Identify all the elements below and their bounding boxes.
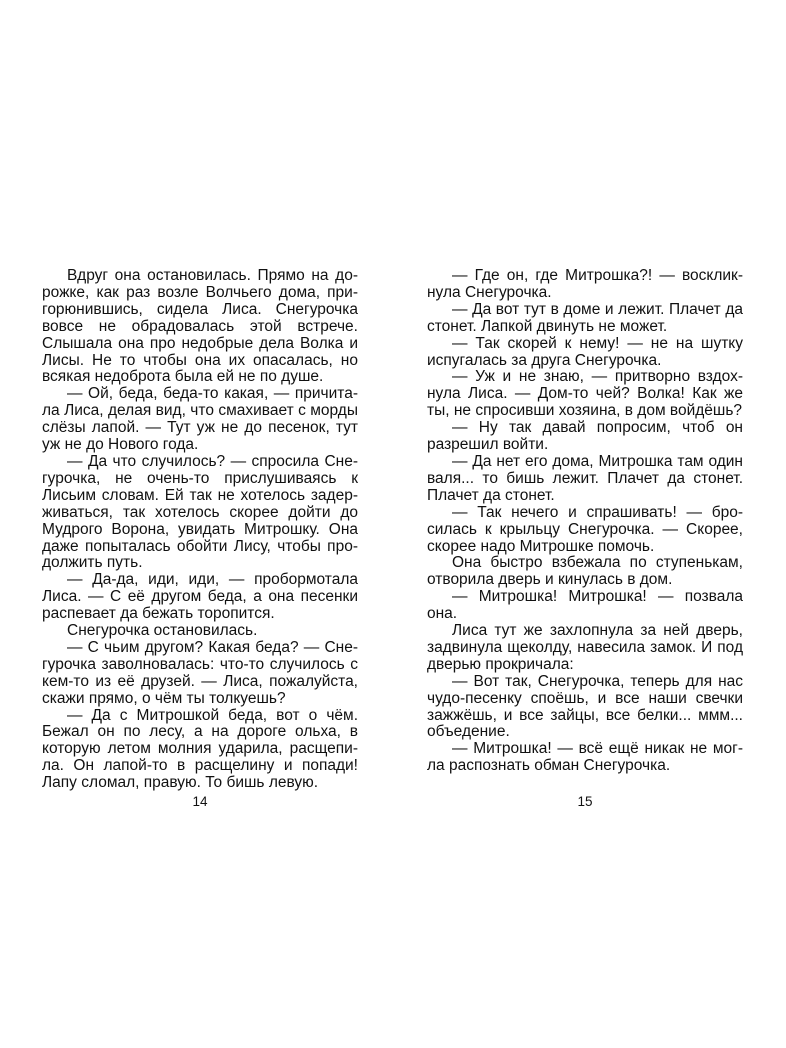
right-paragraph-5: — Ну так давай попросим, чтоб он разрешил войти. xyxy=(427,419,743,454)
right-paragraph-12: — Митрошка! — всё ещё никак не могла распознать обман Снегурочка. xyxy=(427,740,743,775)
left-page-text xyxy=(42,268,358,792)
left-paragraph-1: Вдруг она остановилась. Прямо на дорожке, как раз возле Волчьего дома, пригорюнившись, сидела Лиса. Снегурочка вовсе не обрадовалась этой встрече. Слышала она про недобрые дела Волка и Лисы. Не то чтобы она их опасалась, но всякая недоброта была ей не по душе. xyxy=(42,267,358,386)
right-paragraph-2: — Да вот тут в доме и лежит. Плачет да стонет. Лапкой двинуть не может. xyxy=(427,300,743,335)
left-paragraph-4: — Да-да, иди, иди, — пробормотала Лиса. — С её другом беда, а она песенки распевает да бежать торопится. xyxy=(42,571,358,623)
left-paragraph-7: — Да с Митрошкой беда, вот о чём. Бежал он по лесу, а на дороге ольха, в которую летом молния ударила, расщепила. Он лапой-то в расщелину и попади! Лапу сломал, правую. То бишь левую. xyxy=(42,706,358,792)
right-paragraph-10: Лиса тут же захлопнула за ней дверь, задвинула щеколду, навесила замок. И под дверью прокричала: xyxy=(427,622,743,673)
right-page-text xyxy=(427,268,743,775)
right-paragraph-3: — Так скорей к нему! — не на шутку испугалась за друга Снегурочка. xyxy=(427,334,743,369)
right-paragraph-4: — Уж и не знаю, — притворно вздохнула Лиса. — Дом-то чей? Волка! Как же ты, не спросивши хозяина, в дом войдёшь? xyxy=(427,368,743,420)
left-paragraph-2: — Ой, беда, беда-то какая, — причитала Лиса, делая вид, что смахивает с морды слёзы лапой. — Тут уж не до песенок, тут уж не до Нового года. xyxy=(42,385,358,454)
left-paragraph-3: — Да что случилось? — спросила Снегурочка, не очень-то прислушиваясь к Лисьим словам. Ей так не хотелось задерживаться, так хотелось скорее дойти до Мудрого Ворона, увидать Митрошку. Она даже попыталась обойти Лису, чтобы продолжить путь. xyxy=(42,452,358,572)
right-paragraph-11: — Вот так, Снегурочка, теперь для нас чудо-песенку споёшь, и все наши свечки зажжёшь, и все зайцы, все белки... ммм... объедение. xyxy=(427,672,743,741)
right-paragraph-9: — Митрошка! Митрошка! — позвала она. xyxy=(427,588,743,623)
right-paragraph-6: — Да нет его дома, Митрошка там один валя... то бишь лежит. Плачет да стонет. Плачет да стонет. xyxy=(427,452,743,504)
left-paragraph-6: — С чьим другом? Какая беда? — Снегурочка заволновалась: что-то случилось с кем-то из её друзей. — Лиса, пожалуйста, скажи прямо, о чём ты толкуешь? xyxy=(42,638,358,707)
page-number-left: 14 xyxy=(192,794,208,809)
right-paragraph-8: Она быстро взбежала по ступенькам, отворила дверь и кинулась в дом. xyxy=(427,554,743,589)
left-paragraph-5: Снегурочка остановилась. xyxy=(67,622,258,640)
right-paragraph-1: — Где он, где Митрошка?! — воскликнула Снегурочка. xyxy=(427,267,743,301)
page-number-right: 15 xyxy=(577,794,593,809)
right-paragraph-7: — Так нечего и спрашивать! — бросилась к крыльцу Снегурочка. — Скорее, скорее надо Митрошке помочь. xyxy=(427,503,743,555)
